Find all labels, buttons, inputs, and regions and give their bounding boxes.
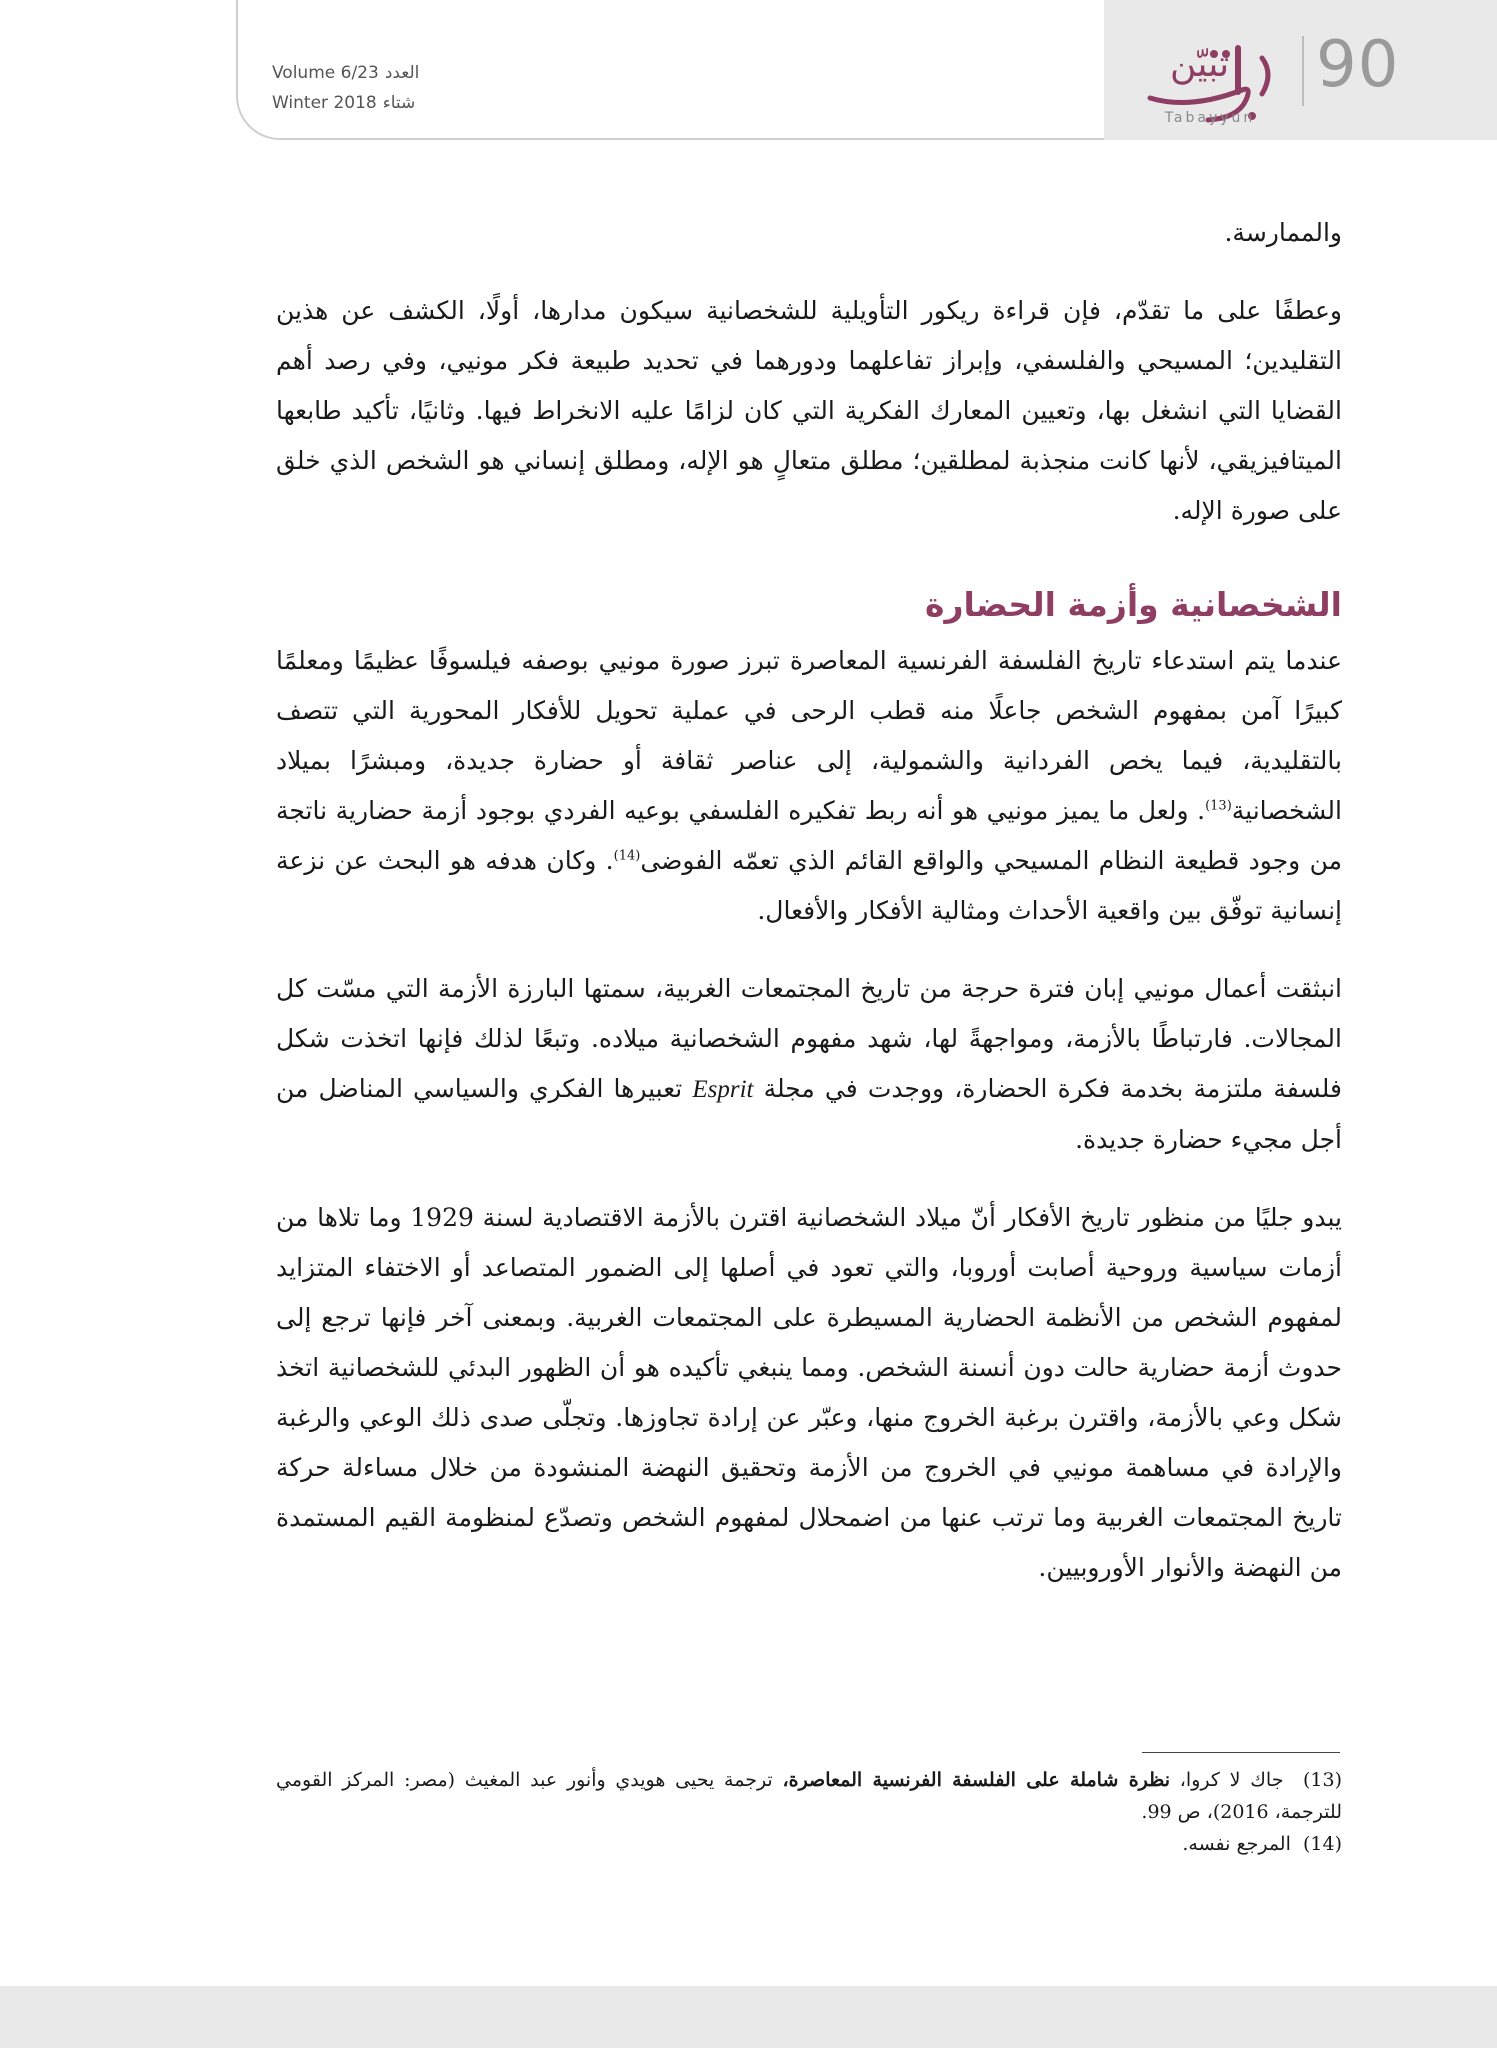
paragraph-3: [276, 636, 1342, 936]
footnote-13-number: (13): [1302, 1769, 1342, 1791]
page-number: 90: [1316, 28, 1400, 102]
footnote-ref-14[interactable]: (14): [613, 848, 641, 864]
paragraph-4-part-b: تعبيرها الفكري والسياسي المناضل من أجل مجيء حضارة جديدة.: [276, 1074, 1342, 1154]
journal-name: Esprit: [692, 1076, 754, 1103]
section-heading: الشخصانية وأزمة الحضارة: [925, 585, 1342, 624]
paragraph-4-part-a: انبثقت أعمال مونيي إبان فترة حرجة من تاريخ المجتمعات الغربية، سمتها البارزة الأزمة التي مسّت كل المجالات. فارتباطًا بالأزمة، ومواجهةً لها، شهد مفهوم الشخصانية ميلاده. وتبعًا لذلك فإنها اتخذت شكل فلسفة ملتزمة بخدمة فكرة الحضارة، ووجدت في مجلة: [276, 974, 1342, 1103]
paragraph-4: [276, 964, 1342, 1165]
footnote-13-rest: ترجمة يحيى هويدي وأنور عبد المغيث (مصر: المركز القومي للترجمة، 2016)، ص 99.: [276, 1769, 1342, 1823]
footnote-ref-13[interactable]: (13): [1205, 798, 1232, 814]
footnote-14-text: المرجع نفسه.: [1182, 1833, 1291, 1855]
paragraph-3-part-c: . وكان هدفه هو البحث عن نزعة إنسانية توفّق بين واقعية الأحداث ومثالية الأفكار والأفعال.: [276, 846, 1342, 925]
footnote-14: [276, 1828, 1342, 1860]
page-footer-band: [0, 1986, 1497, 2048]
logo-latin-text: Tabayyun: [1164, 110, 1256, 126]
volume-label: Volume 6/23: [272, 63, 379, 83]
header-divider: [1302, 36, 1304, 106]
volume-label-arabic: العدد: [384, 63, 420, 83]
paragraph-3-part-a: عندما يتم استدعاء تاريخ الفلسفة الفرنسية المعاصرة تبرز صورة مونيي بوصفه فيلسوفًا عظيمًا ومعلمًا كبيرًا آمن بمفهوم الشخص جاعلًا منه قطب الرحى في عملية تحويل للأفكار المحورية التي تتصف بالتقليدية، فيما يخص الفردانية والشمولية، إلى عناصر ثقافة أو حضارة جديدة، ومبشرًا بميلاد الشخصانية: [276, 646, 1342, 825]
logo-arabic-text: تبيّن: [1170, 44, 1230, 85]
footnotes: [276, 1764, 1342, 1860]
paragraph-1: والممارسة.: [1224, 218, 1342, 247]
article-body: [276, 208, 1342, 1621]
footnote-13: [276, 1764, 1342, 1828]
season-label: Winter 2018: [272, 93, 377, 113]
paragraph-2: وعطفًا على ما تقدّم، فإن قراءة ريكور التأويلية للشخصانية سيكون مدارها، أولًا، الكشف عن هذين التقليدين؛ المسيحي والفلسفي، وإبراز تفاعلهما ودورهما في تحديد طبيعة فكر مونيي، وفي رصد أهم القضايا التي انشغل بها، وتعيين المعارك الفكرية التي كان لزامًا عليه الانخراط فيها. وثانيًا، تأكيد طابعها الميتافيزيقي، لأنها كانت منجذبة لمطلقين؛ مطلق متعالٍ هو الإله، ومطلق إنساني هو الشخص الذي خلق على صورة الإله.: [276, 296, 1342, 525]
paragraph-5: يبدو جليًا من منظور تاريخ الأفكار أنّ ميلاد الشخصانية اقترن بالأزمة الاقتصادية لسنة 1929 وما تلاها من أزمات سياسية وروحية أصابت أوروبا، والتي تعود في أصلها إلى الضمور المتصاعد أو الاختفاء المتزايد لمفهوم الشخص من الأنظمة الحضارية المسيطرة على المجتمعات الغربية. وبمعنى آخر فإنها ترجع إلى حدوث أزمة حضارية حالت دون أنسنة الشخص. ومما ينبغي تأكيده هو أن الظهور البدئي للشخصانية اتخذ شكل وعي بالأزمة، واقترن برغبة الخروج منها، وعبّر عن إرادة تجاوزها. وتجلّى صدى ذلك الوعي والرغبة والإرادة في مساهمة مونيي في الخروج من الأزمة وتحقيق النهضة المنشودة من خلال مساءلة حركة تاريخ المجتمعات الغربية وما ترتب عنها من اضمحلال لمفهوم الشخص وتصدّع لمنظومة القيم المستمدة من النهضة والأنوار الأوروبيين.: [276, 1203, 1342, 1582]
footnote-13-title: نظرة شاملة على الفلسفة الفرنسية المعاصرة،: [782, 1769, 1171, 1791]
footnote-14-number: (14): [1302, 1833, 1342, 1855]
issue-info: [272, 58, 472, 118]
paragraph-3-part-b: . ولعل ما يميز مونيي هو أنه ربط تفكيره الفلسفي بوعيه الفردي بوجود أزمة حضارية ناتجة من وجود قطيعة النظام المسيحي والواقع القائم الذي تعمّه الفوضى: [276, 796, 1343, 875]
footnote-13-author: جاك لا كروا،: [1179, 1769, 1284, 1791]
season-label-arabic: شتاء: [382, 93, 416, 113]
footnote-divider: [1142, 1752, 1340, 1753]
